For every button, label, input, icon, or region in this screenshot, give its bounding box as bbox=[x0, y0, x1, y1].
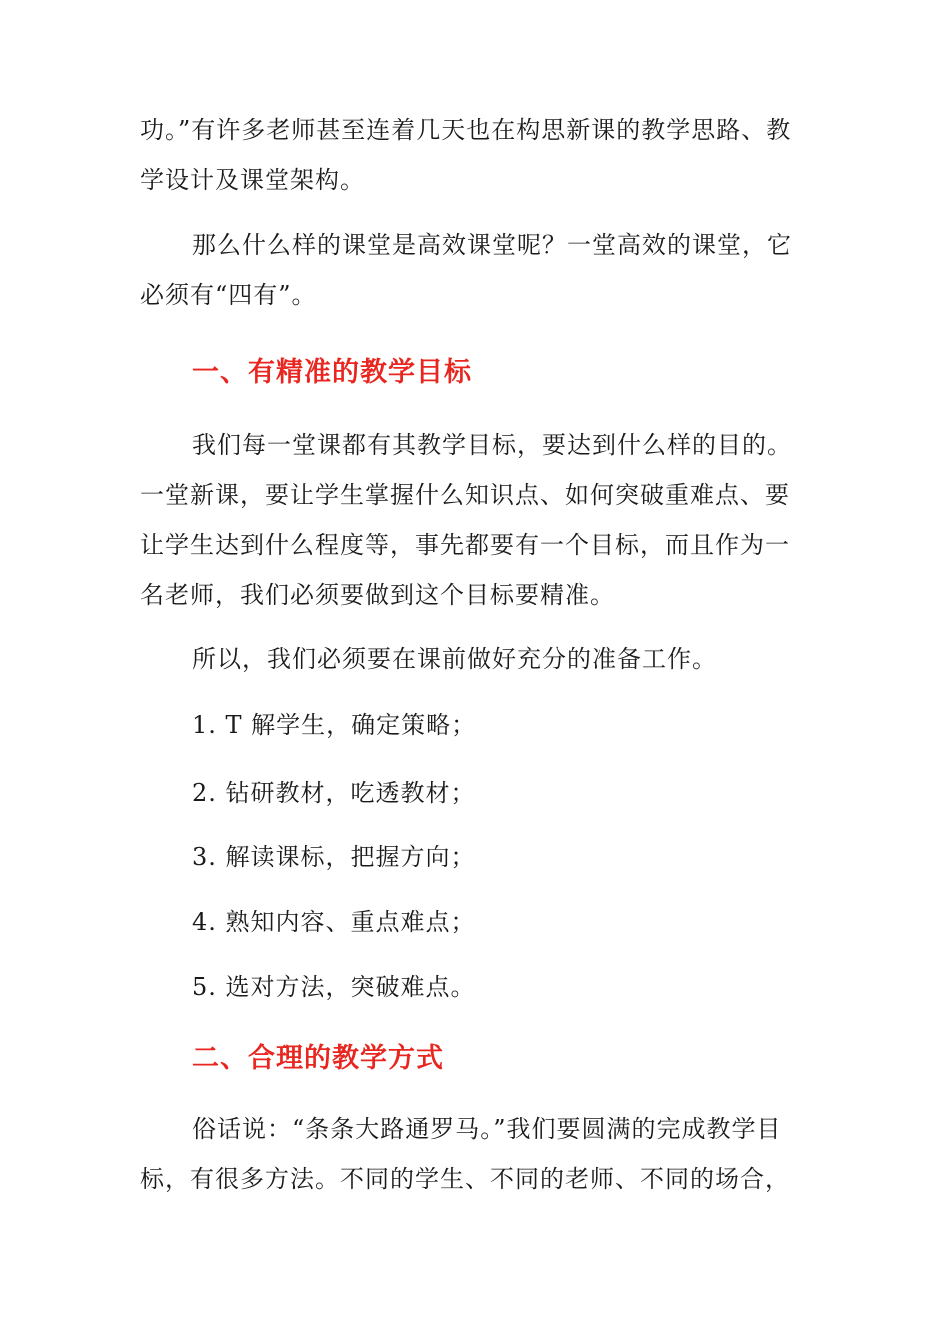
paragraph-objectives: 我们每一堂课都有其教学目标，要达到什么样的目的。一堂新课，要让学生掌握什么知识点、如何突破重难点、要让学生达到什么程度等，事先都要有一个目标，而且作为一名老师，我们必须要做到这个目标要精准。 bbox=[140, 431, 792, 609]
paragraph-continuation: 功。”有许多老师甚至连着几天也在构思新课的教学思路、教学设计及课堂架构。 bbox=[140, 116, 792, 194]
list-item: 5. 选对方法，突破难点。 bbox=[192, 973, 476, 1001]
list-item: 2. 钻研教材，吃透教材； bbox=[192, 779, 476, 807]
paragraph-methods: 俗话说：“条条大路通罗马。”我们要圆满的完成教学目标，有很多方法。不同的学生、不同的老师、不同的场合， bbox=[140, 1115, 790, 1193]
section-heading-2: 二、合理的教学方式 bbox=[192, 1043, 444, 1074]
list-item: 1. T 解学生，确定策略； bbox=[192, 711, 477, 739]
list-item: 3. 解读课标，把握方向； bbox=[192, 843, 476, 871]
paragraph-preparation: 所以，我们必须要在课前做好充分的准备工作。 bbox=[192, 645, 717, 673]
paragraph-question: 那么什么样的课堂是高效课堂呢？一堂高效的课堂，它必须有“四有”。 bbox=[140, 231, 792, 309]
section-heading-1: 一、有精准的教学目标 bbox=[192, 357, 472, 388]
list-item: 4. 熟知内容、重点难点； bbox=[192, 908, 476, 936]
